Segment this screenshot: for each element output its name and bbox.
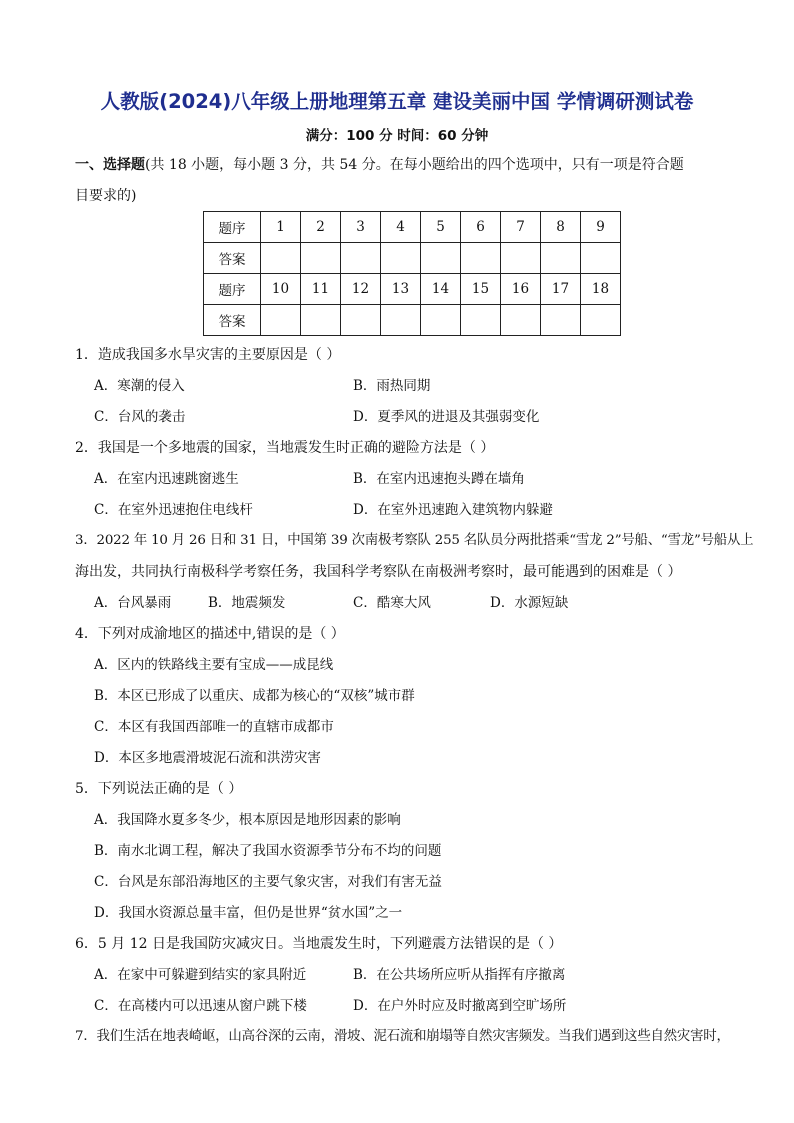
table-cell: 8 [541, 212, 581, 243]
question-2-option-d[interactable]: D．在室外迅速跑入建筑物内躲避 [353, 502, 553, 518]
answer-cell[interactable] [261, 305, 301, 336]
answer-cell[interactable] [301, 305, 341, 336]
question-5-option-d[interactable]: D．我国水资源总量丰富，但仍是世界“贫水国”之一 [94, 905, 403, 921]
question-5-option-a[interactable]: A．我国降水夏多冬少，根本原因是地形因素的影响 [94, 812, 401, 828]
question-6-option-b[interactable]: B．在公共场所应听从指挥有序撤离 [353, 967, 566, 983]
question-3-option-b[interactable]: B．地震频发 [208, 595, 286, 611]
table-row [204, 243, 621, 274]
table-cell: 16 [501, 274, 541, 305]
question-5-option-b[interactable]: B．南水北调工程，解决了我国水资源季节分布不均的问题 [94, 843, 442, 859]
table-header-cell: 答案 [204, 243, 261, 274]
section-description: (共 18 小题，每小题 3 分，共 54 分。在每小题给出的四个选项中，只有一项是符合题 [145, 157, 684, 173]
question-3-stem-line2: 海出发，共同执行南极科学考察任务，我国科学考察队在南极洲考察时，最可能遇到的困难是（ ） [75, 564, 682, 580]
question-6-option-c[interactable]: C．在高楼内可以迅速从窗户跳下楼 [94, 998, 307, 1014]
answer-cell[interactable] [381, 305, 421, 336]
question-2-option-a[interactable]: A．在室内迅速跳窗逃生 [94, 471, 239, 487]
question-1-stem: 1．造成我国多水旱灾害的主要原因是（ ） [75, 347, 341, 363]
question-6-option-a[interactable]: A．在家中可躲避到结实的家具附近 [94, 967, 307, 983]
question-6-stem: 6．5 月 12 日是我国防灾减灾日。当地震发生时，下列避震方法错误的是（ ） [75, 936, 563, 952]
table-row [204, 305, 621, 336]
question-4-option-d[interactable]: D．本区多地震滑坡泥石流和洪涝灾害 [94, 750, 321, 766]
answer-cell[interactable] [461, 243, 501, 274]
table-header-cell: 答案 [204, 305, 261, 336]
table-cell: 13 [381, 274, 421, 305]
table-cell: 6 [461, 212, 501, 243]
answer-cell[interactable] [381, 243, 421, 274]
question-5-option-c[interactable]: C．台风是东部沿海地区的主要气象灾害，对我们有害无益 [94, 874, 442, 890]
section-heading-line1 [75, 155, 684, 175]
table-cell: 3 [341, 212, 381, 243]
question-4-stem: 4．下列对成渝地区的描述中,错误的是（ ） [75, 626, 345, 642]
question-2-option-c[interactable]: C．在室外迅速抱住电线杆 [94, 502, 253, 518]
section-heading: 一、选择题 [75, 157, 145, 173]
table-cell: 11 [301, 274, 341, 305]
question-3-option-a[interactable]: A．台风暴雨 [94, 595, 172, 611]
answer-table [203, 211, 621, 336]
table-cell: 9 [581, 212, 621, 243]
table-cell: 4 [381, 212, 421, 243]
table-cell: 18 [581, 274, 621, 305]
table-row [204, 212, 621, 243]
question-1-option-c[interactable]: C．台风的袭击 [94, 409, 186, 425]
table-cell: 15 [461, 274, 501, 305]
table-cell: 12 [341, 274, 381, 305]
exam-subtitle: 满分：100 分 时间：60 分钟 [305, 128, 489, 144]
table-cell: 17 [541, 274, 581, 305]
question-1-option-a[interactable]: A．寒潮的侵入 [94, 378, 185, 394]
question-4-option-c[interactable]: C．本区有我国西部唯一的直辖市成都市 [94, 719, 334, 735]
table-cell: 14 [421, 274, 461, 305]
question-7-stem: 7．我们生活在地表崎岖，山高谷深的云南，滑坡、泥石流和崩塌等自然灾害频发。当我们遇到这些自然灾害时， [75, 1029, 730, 1044]
answer-cell[interactable] [581, 243, 621, 274]
section-description-line2: 目要求的) [75, 188, 137, 204]
answer-cell[interactable] [421, 243, 461, 274]
question-2-option-b[interactable]: B．在室内迅速抱头蹲在墙角 [353, 471, 525, 487]
answer-cell[interactable] [501, 305, 541, 336]
question-3-option-d[interactable]: D．水源短缺 [490, 595, 569, 611]
answer-cell[interactable] [501, 243, 541, 274]
answer-cell[interactable] [461, 305, 501, 336]
question-1-option-d[interactable]: D．夏季风的进退及其强弱变化 [353, 409, 540, 425]
table-cell: 10 [261, 274, 301, 305]
question-3-stem-line1: 3．2022 年 10 月 26 日和 31 日，中国第 39 次南极考察队 255 名队员分两批搭乘“雪龙 2”号船、“雪龙”号船从上 [75, 533, 754, 548]
table-row [204, 274, 621, 305]
table-cell: 5 [421, 212, 461, 243]
table-cell: 7 [501, 212, 541, 243]
table-header-cell: 题序 [204, 274, 261, 305]
table-header-cell: 题序 [204, 212, 261, 243]
question-1-option-b[interactable]: B．雨热同期 [353, 378, 431, 394]
answer-cell[interactable] [541, 243, 581, 274]
answer-cell[interactable] [581, 305, 621, 336]
answer-cell[interactable] [301, 243, 341, 274]
table-cell: 1 [261, 212, 301, 243]
table-cell: 2 [301, 212, 341, 243]
answer-cell[interactable] [341, 305, 381, 336]
question-3-option-c[interactable]: C．酷寒大风 [353, 595, 431, 611]
exam-title: 人教版(2024)八年级上册地理第五章 建设美丽中国 学情调研测试卷 [100, 90, 694, 113]
question-4-option-a[interactable]: A．区内的铁路线主要有宝成——成昆线 [94, 657, 334, 673]
question-4-option-b[interactable]: B．本区已形成了以重庆、成都为核心的“双核”城市群 [94, 688, 415, 704]
answer-cell[interactable] [541, 305, 581, 336]
question-5-stem: 5．下列说法正确的是（ ） [75, 781, 243, 797]
answer-cell[interactable] [341, 243, 381, 274]
question-6-option-d[interactable]: D．在户外时应及时撤离到空旷场所 [353, 998, 567, 1014]
answer-cell[interactable] [421, 305, 461, 336]
question-2-stem: 2．我国是一个多地震的国家，当地震发生时正确的避险方法是（ ） [75, 440, 495, 456]
answer-cell[interactable] [261, 243, 301, 274]
